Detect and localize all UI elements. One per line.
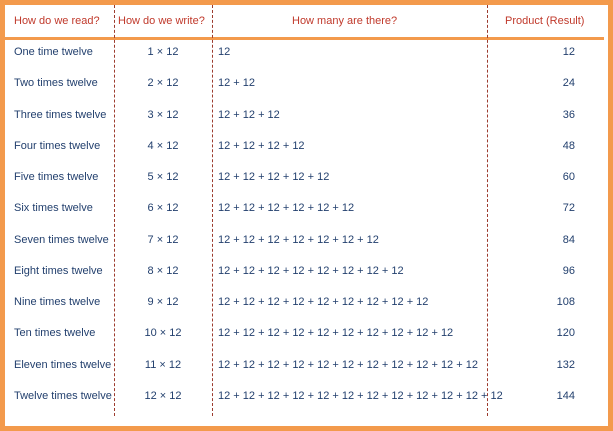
table-row	[5, 287, 604, 318]
table-row	[5, 37, 604, 68]
cell-write: 2 × 12	[147, 77, 179, 90]
cell-product: 12	[562, 46, 575, 58]
cell-read: Two times twelve	[14, 77, 98, 90]
table-row	[5, 381, 604, 412]
header-product: Product (Result)	[505, 15, 585, 27]
cell-many: 12 + 12 + 12 + 12	[218, 139, 305, 152]
header-read: How do we read?	[14, 15, 100, 27]
cell-write: 9 × 12	[147, 296, 179, 308]
cell-many: 12 + 12 + 12 + 12 + 12 + 12 + 12 + 12 + 12 + 12 + 12 + 12	[218, 389, 503, 402]
cell-product: 108	[556, 296, 575, 308]
cell-read: Nine times twelve	[14, 296, 101, 308]
cell-write: 10 × 12	[144, 327, 182, 340]
header-write: How do we write?	[118, 15, 205, 27]
cell-many: 12 + 12 + 12 + 12 + 12 + 12	[218, 202, 355, 215]
cell-write: 1 × 12	[147, 46, 179, 58]
cell-many: 12 + 12 + 12 + 12 + 12 + 12 + 12 + 12 + 12 + 12	[218, 327, 454, 340]
cell-read: Twelve times twelve	[14, 389, 112, 402]
cell-product: 96	[562, 264, 575, 277]
cell-many: 12 + 12 + 12	[218, 108, 280, 121]
cell-product: 36	[562, 108, 575, 121]
cell-product: 48	[562, 139, 575, 152]
cell-read: Ten times twelve	[14, 327, 96, 340]
cell-many: 12 + 12 + 12 + 12 + 12 + 12 + 12 + 12	[218, 264, 404, 277]
cell-write: 5 × 12	[147, 171, 179, 183]
cell-read: Seven times twelve	[14, 233, 109, 246]
cell-write: 6 × 12	[147, 202, 179, 215]
cell-many: 12 + 12 + 12 + 12 + 12 + 12 + 12 + 12 + 12	[218, 296, 429, 308]
table-row	[5, 162, 604, 193]
table-row	[5, 318, 604, 349]
cell-read: Six times twelve	[14, 202, 93, 215]
cell-read: Four times twelve	[14, 139, 101, 152]
cell-many: 12 + 12 + 12 + 12 + 12 + 12 + 12 + 12 + 12 + 12 + 12	[218, 358, 478, 371]
table-row	[5, 100, 604, 131]
cell-write: 11 × 12	[144, 358, 182, 371]
cell-product: 60	[562, 171, 575, 183]
cell-read: Eight times twelve	[14, 264, 103, 277]
cell-product: 120	[556, 327, 575, 340]
cell-write: 3 × 12	[147, 108, 179, 121]
cell-product: 24	[562, 77, 575, 90]
cell-read: Five times twelve	[14, 171, 99, 183]
table-row	[5, 131, 604, 162]
cell-many: 12 + 12	[218, 77, 256, 90]
table-row	[5, 68, 604, 99]
cell-write: 4 × 12	[147, 139, 179, 152]
table-row	[5, 256, 604, 287]
cell-write: 12 × 12	[144, 389, 182, 402]
cell-write: 7 × 12	[147, 233, 179, 246]
cell-read: One time twelve	[14, 46, 93, 58]
table-row	[5, 193, 604, 224]
table-row	[5, 350, 604, 381]
cell-product: 132	[556, 358, 575, 371]
header-many: How many are there?	[292, 15, 398, 27]
table-row	[5, 225, 604, 256]
cell-many: 12 + 12 + 12 + 12 + 12 + 12 + 12	[218, 233, 379, 246]
cell-many: 12	[218, 46, 231, 58]
cell-read: Three times twelve	[14, 108, 107, 121]
cell-read: Eleven times twelve	[14, 358, 112, 371]
cell-product: 144	[556, 389, 575, 402]
cell-product: 84	[562, 233, 575, 246]
cell-product: 72	[562, 202, 575, 215]
cell-write: 8 × 12	[147, 264, 179, 277]
cell-many: 12 + 12 + 12 + 12 + 12	[218, 171, 330, 183]
